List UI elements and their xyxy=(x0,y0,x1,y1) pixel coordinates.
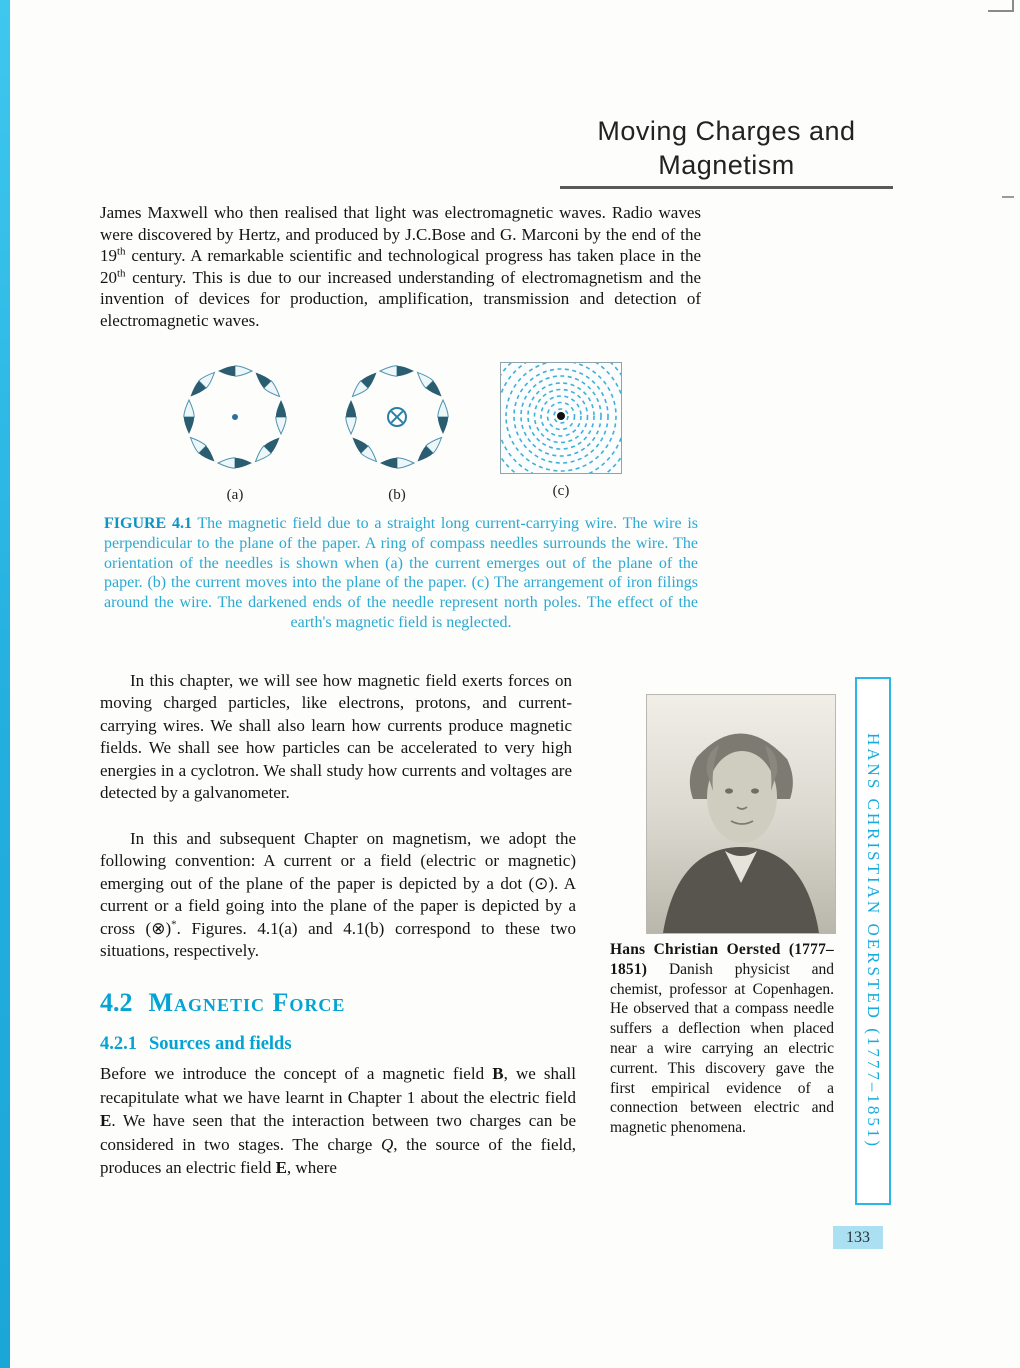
body-text: , the source of the field, produces an electric field xyxy=(100,1134,576,1177)
subsection-number: 4.2.1 xyxy=(100,1034,137,1054)
intro-text: century. This is due to our increased understanding of electromagnetism and the invention of devices for production, amplification, transmission and detection of electromagnetic waves. xyxy=(100,267,701,330)
page-title-line2: Magnetism xyxy=(658,150,795,180)
compass-ring-into-plane-icon xyxy=(331,360,463,478)
figure-caption-text: The magnetic field due to a straight long current-carrying wire. The wire is perpendicular to the plane of the paper. A ring of compass needles surrounds the wire. The orientation of the needles is shown when (a) the current emerges out of the plane of the paper. (b) the current moves into the plane of the paper. (c) The arrangement of iron filings around the wire. The darkened ends of the needle represent north poles. The effect of the earth's magnetic field is neglected. xyxy=(104,515,698,631)
subsection-title: Sources and fields xyxy=(149,1034,292,1054)
oersted-name: Hans Christian Oersted (1777–1851) xyxy=(610,941,834,978)
vector-B: B xyxy=(492,1064,504,1083)
margin-nameplate-text: HANS CHRISTIAN OERSTED (1777–1851) xyxy=(864,732,883,1150)
section-number: 4.2 xyxy=(100,988,133,1017)
vector-E: E xyxy=(100,1111,112,1130)
page-title xyxy=(560,114,893,182)
convention-paragraph xyxy=(100,828,576,962)
page-number-badge xyxy=(833,1226,883,1249)
vector-E: E xyxy=(275,1158,287,1177)
cross-symbol: ⊗ xyxy=(151,918,166,938)
figure-label-c: (c) xyxy=(552,483,570,499)
superscript-th: th xyxy=(117,245,126,258)
sources-fields-paragraph xyxy=(100,1062,576,1180)
superscript-th: th xyxy=(117,267,126,280)
figure-panel-c xyxy=(498,362,624,500)
section-title: Magnetic Force xyxy=(148,988,346,1017)
portrait-engraving-icon xyxy=(647,695,835,933)
intro-text: century. A remarkable scientific and technological progress has taken place in the 20 xyxy=(100,246,701,287)
footnote-asterisk: * xyxy=(171,917,177,930)
page-number: 133 xyxy=(846,1228,870,1246)
oersted-portrait xyxy=(646,694,836,934)
iron-filings-pattern-icon xyxy=(500,362,622,474)
oersted-bio: Danish physicist and chemist, professor at Copenhagen. He observed that a compass needle suffers a deflection when placed near a wire carrying an electric current. This discovery gave the first empirical evidence of a connection between electric and magnetic phenomena. xyxy=(610,960,834,1137)
crop-mark xyxy=(1002,196,1014,198)
crop-mark xyxy=(1012,0,1014,12)
convention-text: ). A current or a field going into the plane of the paper is depicted by a cross ( xyxy=(100,873,577,938)
crop-mark xyxy=(988,10,1014,12)
body-text: . We have seen that the interaction between two charges can be considered in two stages. The charge xyxy=(100,1111,576,1154)
left-accent-bar xyxy=(0,0,10,1368)
intro-paragraph xyxy=(100,202,701,332)
body-text: , where xyxy=(286,1158,337,1177)
margin-nameplate xyxy=(855,677,891,1205)
charge-Q: Q xyxy=(380,1134,394,1154)
intro-text: James Maxwell who then realised that light was electromagnetic waves. Radio waves were discovered by Hertz, and produced by J.C.Bose and G. Marconi by the end of the 19 xyxy=(100,203,701,266)
body-text: , we shall recapitulate what we have learnt in Chapter 1 about the electric field xyxy=(100,1064,576,1107)
oersted-caption xyxy=(610,940,834,1138)
figure-panel-a xyxy=(168,360,302,504)
convention-text: ) xyxy=(165,918,172,938)
convention-text: In this and subsequent Chapter on magnetism, we adopt the following convention: A current or a field (electric or magnetic) emerging out of the plane of the paper is depicted by a dot ( xyxy=(100,829,576,893)
figure-caption-number: FIGURE 4.1 xyxy=(104,515,192,532)
section-heading-4-2 xyxy=(100,988,345,1018)
subsection-heading-4-2-1 xyxy=(100,1034,292,1055)
convention-text: . Figures. 4.1(a) and 4.1(b) correspond to these two situations, respectively. xyxy=(100,918,576,961)
compass-ring-out-of-plane-icon xyxy=(169,360,301,478)
page-title-line1: Moving Charges and xyxy=(597,116,856,146)
figure-caption xyxy=(104,514,698,633)
chapter-overview-paragraph: In this chapter, we will see how magnetic field exerts forces on moving charged particles, like electrons, protons, and current-carrying wires. We shall also learn how currents produce magnetic fields. We shall see how particles can be accelerated to very high energies in a cyclotron. We shall study how currents and voltages are detected by a galvanometer. xyxy=(100,671,572,803)
body-text: Before we introduce the concept of a magnetic field xyxy=(100,1064,493,1083)
title-rule xyxy=(560,186,893,189)
figure-label-a: (a) xyxy=(226,487,244,503)
figure-panel-b xyxy=(330,360,464,504)
dot-symbol: ⊙ xyxy=(534,873,549,893)
figure-label-b: (b) xyxy=(388,487,406,503)
